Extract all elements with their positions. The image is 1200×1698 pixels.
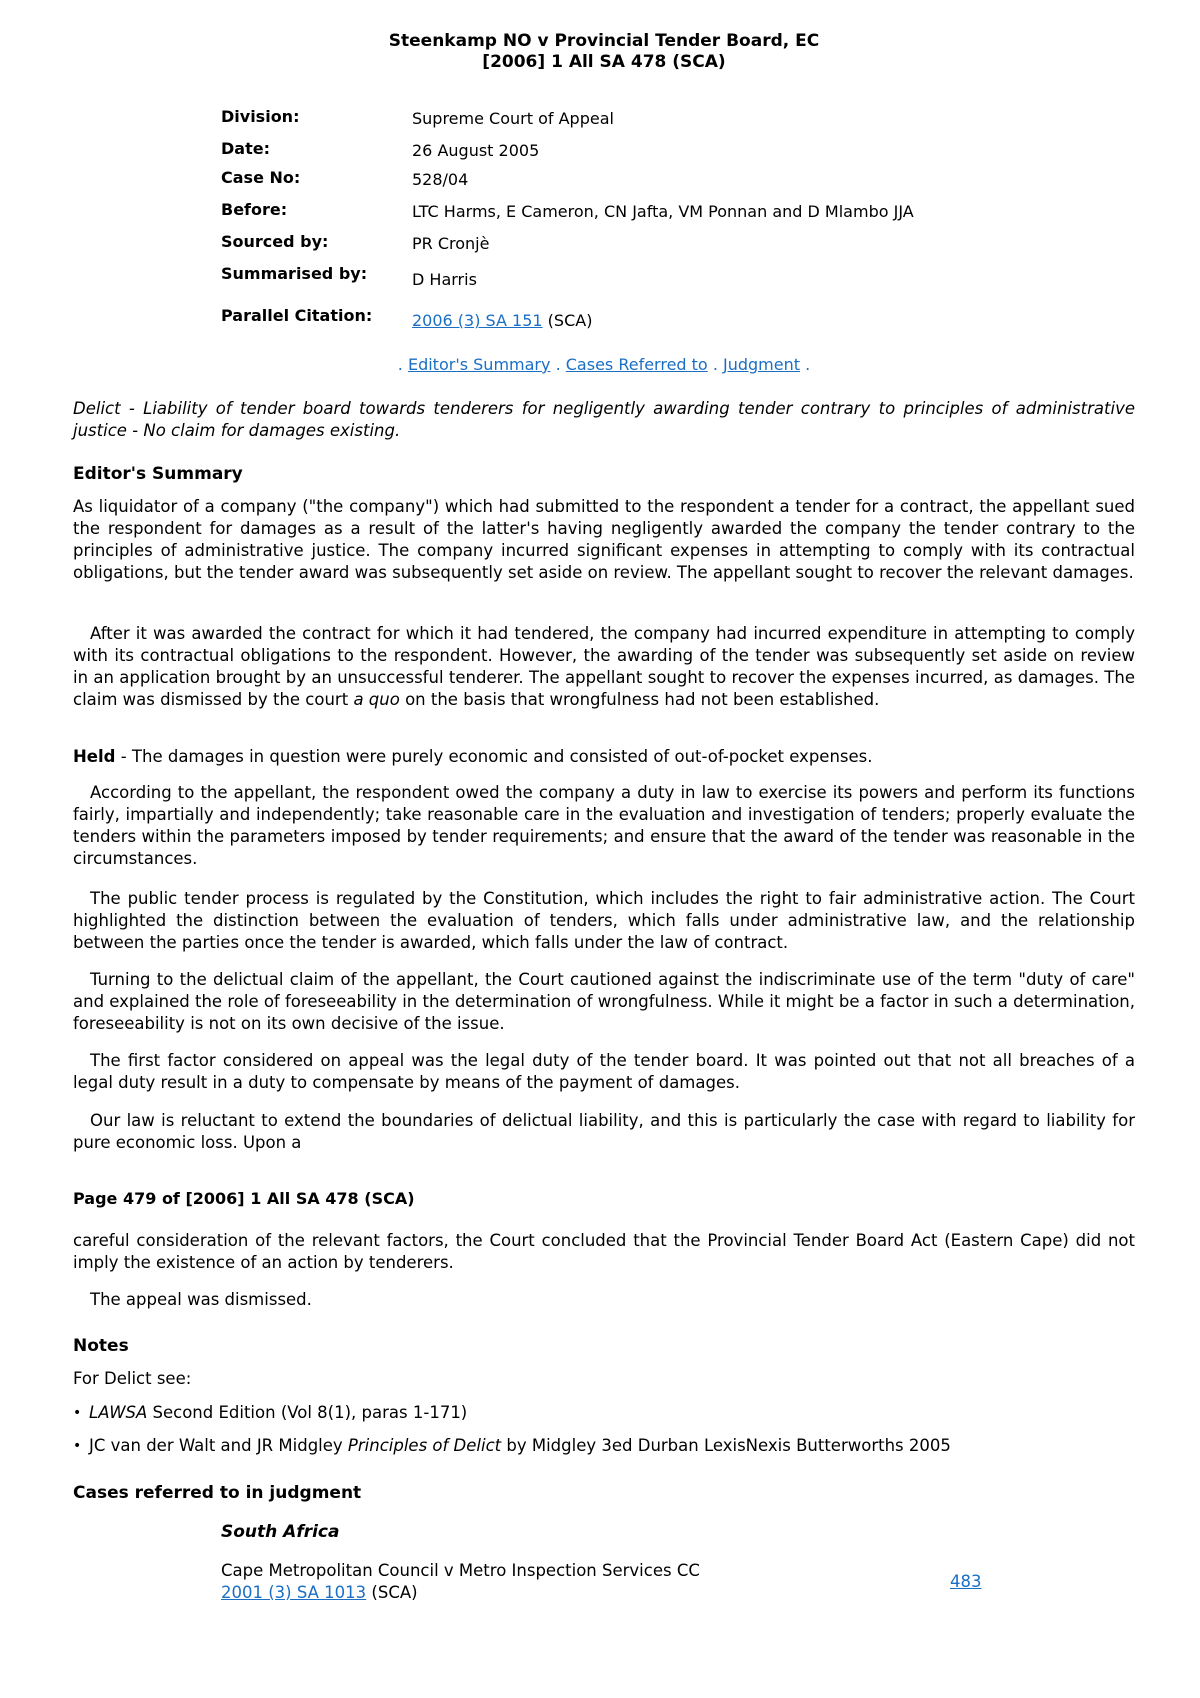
meta-label: Before: [221, 200, 288, 219]
held-text: - The damages in question were purely economic and consisted of out-of-pocket expenses. [120, 747, 873, 766]
meta-label: Date: [221, 139, 270, 158]
note-text: by Midgley 3ed Durban LexisNexis Butterworths 2005 [506, 1436, 951, 1455]
summary-paragraph: The public tender process is regulated by the Constitution, which includes the right to fair administrative action. The Court highlighted the distinction between the evaluation of tenders, which falls under administrative law, and the relationship between the parties once the tender is awarded, which falls under the law of contract. [73, 889, 1135, 952]
meta-row-division [221, 107, 1001, 139]
cases-heading: Cases referred to in judgment [73, 1483, 362, 1503]
nav-separator: . [805, 355, 811, 374]
meta-value [412, 311, 592, 330]
list-item [73, 1435, 1135, 1468]
summary-paragraph [73, 623, 1135, 711]
meta-value: 26 August 2005 [412, 141, 540, 160]
case-citation-link[interactable]: 2001 (3) SA 1013 [221, 1583, 367, 1602]
summary-paragraph: Turning to the delictual claim of the appellant, the Court cautioned against the indiscriminate use of the term "duty of care" and explained the role of foreseeability in the determination of wrongfulness. While it might be a factor in such a determination, foreseeability is not on its own decisive of the issue. [73, 970, 1135, 1033]
list-item [73, 1402, 1135, 1435]
meta-label: Summarised by: [221, 264, 368, 283]
case-page-link[interactable]: 483 [950, 1572, 982, 1591]
note-text: Second Edition (Vol 8(1), paras 1-171) [152, 1403, 468, 1422]
summary-paragraph: According to the appellant, the respondent owed the company a duty in law to exercise its powers and perform its functions fairly, impartially and independently; take reasonable care in the evaluation and investigation of tenders; properly evaluate the tenders within the parameters imposed by tender requirements; and ensure that the award of the tender was reasonable in the circumstances. [73, 783, 1135, 868]
parallel-citation-suffix: (SCA) [547, 311, 593, 330]
case-title: Steenkamp NO v Provincial Tender Board, EC [388, 31, 820, 51]
meta-label: Division: [221, 107, 300, 126]
notes-heading: Notes [73, 1336, 129, 1356]
meta-value: 528/04 [412, 170, 469, 189]
case-reference [221, 1560, 1021, 1604]
case-name: Cape Metropolitan Council v Metro Inspection Services CC [221, 1561, 700, 1580]
nav-separator: . [397, 355, 403, 374]
nav-cases-referred-link[interactable]: Cases Referred to [565, 355, 708, 374]
meta-row-summarised-by [221, 264, 1001, 306]
nav-judgment-link[interactable]: Judgment [723, 355, 801, 374]
meta-value: D Harris [412, 270, 477, 289]
summary-paragraph: As liquidator of a company ("the company") which had submitted to the respondent a tender for a contract, the appellant sued the respondent for damages as a result of the latter's having negligently awarded the company the tender contrary to the principles of administrative justice. The company incurred significant expenses in attempting to comply with its contractual obligations, but the tender award was subsequently set aside on review. The appellant sought to recover the relevant damages. [73, 497, 1135, 582]
meta-value: PR Cronjè [412, 234, 490, 253]
meta-row-sourced-by [221, 232, 1001, 264]
meta-row-before [221, 200, 1001, 232]
held-paragraph [73, 746, 1135, 768]
nav-separator: . [712, 355, 718, 374]
case-citation-line [221, 1582, 1021, 1604]
meta-row-date [221, 139, 1001, 168]
held-label: Held [73, 747, 116, 766]
section-nav [73, 355, 1135, 374]
meta-label: Sourced by: [221, 232, 329, 251]
notes-list [73, 1402, 1135, 1468]
editors-summary-heading: Editor's Summary [73, 464, 243, 484]
case-citation: [2006] 1 All SA 478 (SCA) [482, 52, 726, 72]
meta-row-parallel-citation [221, 306, 1001, 338]
notes-intro: For Delict see: [73, 1369, 192, 1388]
summary-text: After it was awarded the contract for which it had tendered, the company had incurred expenditure in attempting to comply with its contractual obligations to the respondent. However, the awarding of the tender was subsequently set aside on review in an application brought by an unsuccessful tenderer. The appellant sought to recover the expenses incurred, as damages. The claim was dismissed by the court [73, 624, 1135, 709]
meta-label: Parallel Citation: [221, 306, 373, 325]
summary-paragraph: Our law is reluctant to extend the boundaries of delictual liability, and this is particularly the case with regard to liability for pure economic loss. Upon a [73, 1111, 1135, 1152]
case-title-block [73, 31, 1135, 73]
summary-paragraph: The first factor considered on appeal was the legal duty of the tender board. It was pointed out that not all breaches of a legal duty result in a duty to compensate by means of the payment of damages. [73, 1051, 1135, 1092]
nav-separator: . [555, 355, 561, 374]
jurisdiction-heading: South Africa [221, 1522, 340, 1542]
page-break-label: Page 479 of [2006] 1 All SA 478 (SCA) [73, 1189, 415, 1208]
note-italic: LAWSA [89, 1403, 148, 1422]
case-metadata [221, 107, 1001, 338]
catchwords: Delict - Liability of tender board towards tenderers for negligently awarding tender contrary to principles of administrative justice - No claim for damages existing. [73, 399, 1135, 440]
meta-value: LTC Harms, E Cameron, CN Jafta, VM Ponnan and D Mlambo JJA [412, 202, 914, 221]
parallel-citation-link[interactable]: 2006 (3) SA 151 [412, 311, 543, 330]
meta-label: Case No: [221, 168, 301, 187]
note-text: JC van der Walt and JR Midgley [89, 1436, 343, 1455]
summary-text: on the basis that wrongfulness had not been established. [405, 690, 880, 709]
summary-italic-term: a quo [353, 690, 400, 709]
meta-value: Supreme Court of Appeal [412, 109, 614, 128]
summary-paragraph: careful consideration of the relevant factors, the Court concluded that the Provincial Tender Board Act (Eastern Cape) did not imply the existence of an action by tenderers. [73, 1231, 1135, 1272]
nav-editors-summary-link[interactable]: Editor's Summary [407, 355, 551, 374]
note-italic: Principles of Delict [347, 1436, 502, 1455]
case-citation-suffix: (SCA) [371, 1583, 418, 1602]
meta-row-case-no [221, 168, 1001, 200]
summary-paragraph: The appeal was dismissed. [90, 1290, 312, 1309]
